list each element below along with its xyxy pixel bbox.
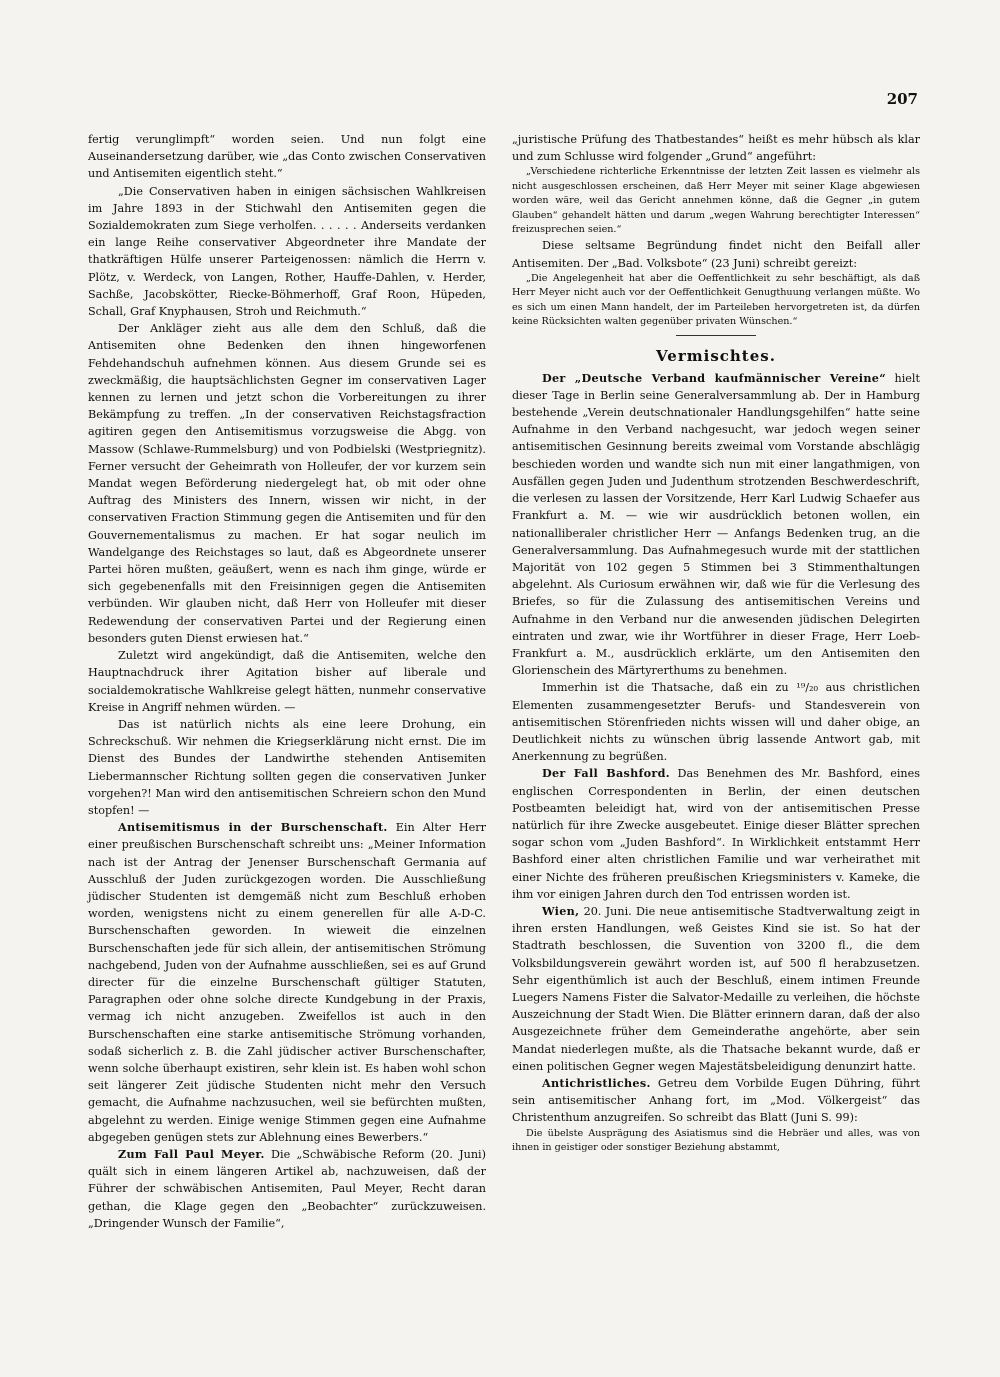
paragraph-text: „Die Conservativen haben in einigen sächsischen Wahlkreisen im Jahre 1893 in der Stichwahl den Antisemiten gegen die Sozialdemokraten zum Siege verholfen. . . . . . Anderseits verdanken ein lange Reihe conservativer Abgeordneter ihre Mandate der thatkräftigen Hülfe unserer Parteigenossen: nämlich die Herrn v. Plötz, v. Werdeck, von Langen, Rother, Hauffe-Dahlen, v. Herder, Sachße, Jacobskötter, Riecke-Böhmerhoff, Graf Roon, Hüpeden, Schall, Graf Knyphausen, Stroh und Reichmuth.“ bbox=[88, 184, 486, 319]
article-heading: Antisemitismus in der Burschenschaft. bbox=[118, 820, 388, 835]
paragraph-text: „Die Angelegenheit hat aber die Oeffentlichkeit zu sehr beschäftigt, als daß Herr Meyer nicht auch vor der Oeffentlichkeit Genugthuung verlangen müßte. Wo es sich um einen Mann handelt, der im Parteileben hervorgetreten ist, da dürfen keine Rücksichten walten gegenüber privaten Wünschen.“ bbox=[512, 272, 920, 328]
article-heading: Der Fall Bashford. bbox=[542, 766, 670, 781]
divider-rule bbox=[676, 335, 756, 336]
article-paragraph bbox=[512, 765, 920, 903]
article-paragraph bbox=[88, 647, 486, 716]
right-column bbox=[512, 131, 920, 1155]
article-heading: Wien, bbox=[542, 903, 580, 918]
article-paragraph bbox=[88, 131, 486, 183]
quoted-passage bbox=[512, 1127, 920, 1156]
section-title: Vermischtes. bbox=[656, 347, 776, 366]
quoted-passage bbox=[512, 165, 920, 237]
article-paragraph bbox=[512, 237, 920, 271]
page-number: 207 bbox=[886, 90, 918, 108]
article-paragraph bbox=[88, 183, 486, 321]
left-column bbox=[88, 131, 486, 1232]
paragraph-text: Das ist natürlich nichts als eine leere Drohung, ein Schreckschuß. Wir nehmen die Kriegserklärung nicht ernst. Die im Dienst des Bundes der Landwirthe stehenden Antisemiten Liebermannscher Richtung sollten gegen die conservativen Junker vorgehen?! Man wird den antisemitischen Schreiern schon den Mund stopfen! — bbox=[88, 717, 486, 817]
article-paragraph bbox=[88, 1146, 486, 1232]
paragraph-text: Getreu dem Vorbilde Eugen Dühring, führt sein antisemitischer Anhang fort, im „Mod. Völkergeist“ das Christenthum anzugreifen. So schreibt das Blatt (Juni S. 99): bbox=[512, 1077, 920, 1125]
article-heading: Zum Fall Paul Meyer. bbox=[118, 1146, 265, 1161]
article-paragraph bbox=[512, 903, 920, 1075]
paragraph-text: „Verschiedene richterliche Erkenntnisse der letzten Zeit lassen es vielmehr als nicht ausgeschlossen erscheinen, daß Herr Meyer mit seiner Klage abgewiesen worden wäre, weil das Gericht annehmen könne, daß die Gegner „in gutem Glauben“ gehandelt hätten und darum „wegen Wahrung berechtigter Interessen“ freizusprechen seien.“ bbox=[512, 166, 920, 236]
paragraph-text: „juristische Prüfung des Thatbestandes“ heißt es mehr hübsch als klar und zum Schlusse wird folgender „Grund“ angeführt: bbox=[512, 133, 920, 164]
paragraph-text: fertig verunglimpft“ worden seien. Und nun folgt eine Auseinandersetzung darüber, wie „das Conto zwischen Conservativen und Antisemiten eigentlich steht.“ bbox=[88, 133, 486, 181]
paragraph-text: 20. Juni. Die neue antisemitische Stadtverwaltung zeigt in ihren ersten Handlungen, weß Geistes Kind sie ist. So hat der Stadtrath beschlossen, die Suvention von 3200 fl., die dem Volksbildungsverein gewährt worden ist, auf 500 fl herabzusetzen. Sehr eigenthümlich ist auch der Beschluß, einem intimen Freunde Luegers Namens Fister die Salvator-Medaille zu verleihen, die höchste Auszeichnung der Stadt Wien. Die Blätter erinnern daran, daß der also Ausgezeichnete früher dem Gemeinderathe angehörte, aber sein Mandat niederlegen mußte, als die Thatsache bekannt wurde, daß er einen politischen Gegner wegen Majestätsbeleidigung denunzirt hatte. bbox=[512, 904, 920, 1073]
paragraph-text: Zuletzt wird angekündigt, daß die Antisemiten, welche den Hauptnachdruck ihrer Agitation bisher auf liberale und socialdemokratische Wahlkreise gelegt hätten, nunmehr conservative Kreise in Angriff nehmen würden. — bbox=[88, 649, 486, 714]
article-paragraph bbox=[88, 716, 486, 819]
article-paragraph bbox=[88, 320, 486, 647]
paragraph-text: Ein Alter Herr einer preußischen Burschenschaft schreibt uns: „Meiner Information nach ist der Antrag der Jenenser Burschenschaft Germania auf Ausschluß der Juden zurückgezogen worden. Die Ausschließung jüdischer Studenten ist demgemäß nicht zum Beschluß erhoben worden, wenigstens nicht zu einem generellen für alle A-D-C. Burschenschaften geworden. In wieweit die einzelnen Burschenschaften jede für sich allein, der antisemitischen Strömung nachgebend, Juden von der Aufnahme ausschließen, sei es auf Grund directer für die einzelne Burschenschaft gültiger Statuten, Paragraphen oder ohne solche directe Kundgebung in der Praxis, vermag ich nicht anzugeben. Zweifellos ist auch in den Burschenschaften eine starke antisemitische Strömung vorhanden, sodaß sicherlich z. B. die Zahl jüdischer activer Burschenschafter, wenn solche überhaupt existiren, sehr klein ist. Es haben wohl schon seit längerer Zeit jüdische Studenten nicht mehr den Versuch gemacht, die Aufnahme nachzusuchen, weil sie befürchten mußten, abgelehnt zu werden. Einige wenige Stimmen gegen eine Aufnahme abgegeben genügen stets zur Ablehnung eines Bewerbers.“ bbox=[88, 821, 486, 1144]
article-paragraph bbox=[512, 1075, 920, 1127]
article-paragraph bbox=[88, 819, 486, 1146]
article-paragraph bbox=[512, 131, 920, 165]
quoted-passage bbox=[512, 272, 920, 330]
article-heading: Der „Deutsche Verband kaufmännischer Vereine“ bbox=[542, 370, 886, 385]
article-heading: Antichristliches. bbox=[542, 1076, 651, 1090]
paragraph-text: Der Ankläger zieht aus alle dem den Schluß, daß die Antisemiten ohne Bedenken den ihnen hingeworfenen Fehdehandschuh aufnehmen können. Aus diesem Grunde sei es zweckmäßig, die hauptsächlichsten Gegner im conservativen Lager kennen zu lernen und jetzt schon die Vorbereitungen zu ihrer Bekämpfung zu treffen. „In der conservativen Reichstagsfraction agitiren gegen den Antisemitismus vorzugsweise die Abgg. von Massow (Schlawe-Rummelsburg) und von Podbielski (Westpriegnitz). Ferner versucht der Geheimrath von Holleufer, der vor kurzem sein Mandat wegen Beförderung niedergelegt hat, ob mit oder ohne Auftrag des Ministers des Innern, wissen wir nicht, in der conservativen Fraction Stimmung gegen die Antisemiten und für den Gouvernementalismus zu machen. Er hat sogar neulich im Wandelgange des Reichstages so laut, daß es Abgeordnete unserer Partei hören mußten, geäußert, wenn es nach ihm ginge, würde er sich gegebenenfalls mit den Freisinnigen gegen die Antisemiten verbünden. Wir glauben nicht, daß Herr von Holleufer mit dieser Redewendung der conservativen Partei und der Regierung einen besonders guten Dienst erwiesen hat.“ bbox=[88, 322, 486, 645]
article-paragraph bbox=[512, 679, 920, 765]
paragraph-text: Die übelste Ausprägung des Asiatismus sind die Hebräer und alles, was von ihnen in geistiger oder sonstiger Beziehung abstammt, bbox=[512, 1127, 920, 1154]
paragraph-text: Das Benehmen des Mr. Bashford, eines englischen Correspondenten in Berlin, der einen deutschen Postbeamten beleidigt hat, wird von der antisemitischen Presse natürlich für ihre Zwecke ausgebeutet. Einige dieser Blätter sprechen sogar schon vom „Juden Bashford“. In Wirklichkeit entstammt Herr Bashford einer alten christlichen Familie und war verheirathet mit einer Nichte des früheren preußischen Kriegsministers v. Kameke, die ihm vor einigen Jahren durch den Tod entrissen worden ist. bbox=[512, 767, 920, 901]
paragraph-text: Diese seltsame Begründung findet nicht den Beifall aller Antisemiten. Der „Bad. Volksbote“ (23 Juni) schreibt gereizt: bbox=[512, 239, 920, 270]
paragraph-text: Immerhin ist die Thatsache, daß ein zu ¹⁹/₂₀ aus christlichen Elementen zusammengesetzter Berufs- und Standesverein von antisemitischen Störenfrieden nichts wissen will und daher obige, an Deutlichkeit nichts zu wünschen übrig lassende Antwort gab, mit Anerkennung zu begrüßen. bbox=[512, 681, 920, 764]
paragraph-text: Die „Schwäbische Reform (20. Juni) quält sich in einem längeren Artikel ab, nachzuweisen, daß der Führer der schwäbischen Antisemiten, Paul Meyer, Recht daran gethan, die Klage gegen den „Beobachter“ zurückzuweisen. „Dringender Wunsch der Familie“, bbox=[88, 1147, 487, 1230]
article-paragraph bbox=[512, 370, 920, 680]
paragraph-text: hielt dieser Tage in Berlin seine Generalversammlung ab. Der in Hamburg bestehende „Verein deutschnationaler Handlungsgehilfen“ hatte seine Aufnahme in den Verband nachgesucht, war jedoch wegen seiner antisemitischen Gesinnung bereits zweimal vom Vorstande abschlägig beschieden worden und wandte sich nun mit einer langathmigen, von Ausfällen gegen Juden und Judenthum strotzenden Beschwerdeschrift, die verlesen zu lassen der Vorsitzende, Herr Karl Ludwig Schaefer aus Frankfurt a. M. — wie wir ausdrücklich betonen wollen, ein nationalliberaler christlicher Herr — Anfangs Bedenken trug, an die Generalversammlung. Das Aufnahmegesuch wurde mit der stattlichen Majorität von 102 gegen 5 Stimmen bei 3 Stimmenthaltungen abgelehnt. Als Curiosum erwähnen wir, daß wie für die Verlesung des Briefes, so für die Zulassung des antisemitischen Vereins und Aufnahme in den Verband nur die anwesenden jüdischen Delegirten eintraten und zwar, wie ihr Wortführer in dieser Frage, Herr Loeb-Frankfurt a. M., ausdrücklich erklärte, um den Antisemiten den Glorienschein des Märtyrerthums zu benehmen. bbox=[512, 371, 920, 678]
